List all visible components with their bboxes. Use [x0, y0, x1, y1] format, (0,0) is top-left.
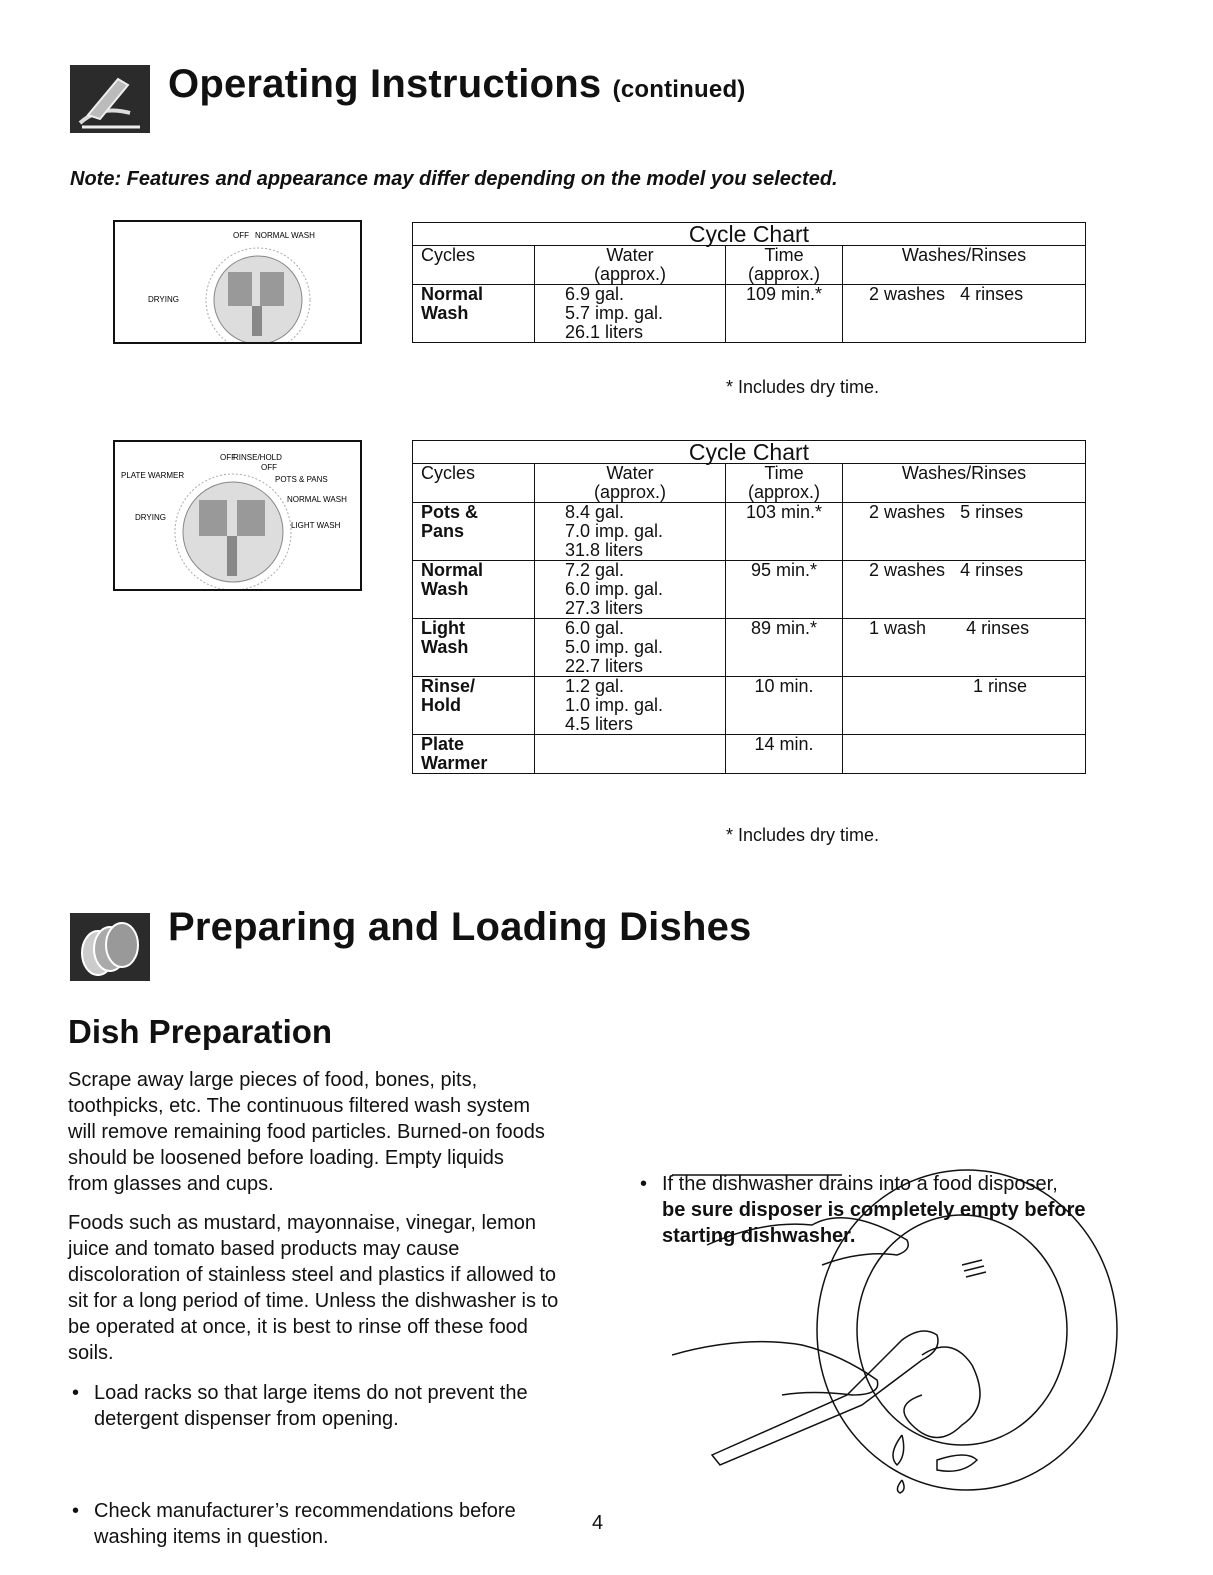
subsection-title: Dish Preparation [68, 1013, 333, 1050]
paragraph: Foods such as mustard, mayonnaise, vinegar, lemon juice and tomato based products may cause discoloration of stainless steel and plastics if allowed to sit for a long period of time. Unless the dishwasher is to be operated at once, it is best to rinse off these food soils. [68, 1212, 559, 1364]
chart-title: Cycle Chart [413, 223, 1086, 246]
list-item: • Load racks so that large items do not prevent the detergent dispenser from opening. [72, 1382, 528, 1430]
list-item: • Check manufacturer’s recommendations before washing items in question. [72, 1500, 516, 1548]
col-header-water: Water (approx.) [535, 464, 726, 503]
dial-label: OFF [233, 231, 249, 240]
dial-label: OFF [220, 453, 236, 462]
table-row: Normal Wash 6.9 gal. 5.7 imp. gal. 26.1 liters 109 min.* 2 washes 4 rinses [413, 285, 1086, 343]
stacked-plates-icon [70, 913, 150, 981]
scraping-plate-illustration [672, 1165, 1122, 1495]
note-text: Note: Features and appearance may differ depending on the model you selected. [70, 168, 838, 190]
col-header-cycles: Cycles [413, 246, 535, 285]
page-title: Operating Instructions (continued) [168, 62, 746, 106]
cycle-chart-1 [412, 222, 1086, 343]
dial-label: DRYING [148, 295, 179, 304]
cycle-chart-2 [412, 440, 1086, 774]
table-row: Plate Warmer 14 min. [413, 735, 1086, 774]
col-header-washes: Washes/Rinses [843, 246, 1086, 285]
dial-label: LIGHT WASH [291, 521, 341, 530]
footnote: * Includes dry time. [726, 377, 880, 397]
dial-label: RINSE/HOLD [233, 453, 282, 462]
col-header-water: Water (approx.) [535, 246, 726, 285]
dial-label: DRYING [135, 513, 166, 522]
section-title: Preparing and Loading Dishes [168, 905, 752, 949]
col-header-cycles: Cycles [413, 464, 535, 503]
control-dial-image [113, 220, 362, 344]
chart-title: Cycle Chart [413, 441, 1086, 464]
control-dial-image [113, 440, 362, 591]
dial-label: NORMAL WASH [287, 495, 347, 504]
paragraph: Scrape away large pieces of food, bones, pits, toothpicks, etc. The continuous filtered wash system will remove remaining food particles. Burned-on foods should be loosened before loading. Empty liquids from glasses and cups. [68, 1069, 545, 1195]
dishwasher-hand-icon [70, 65, 150, 133]
col-header-washes: Washes/Rinses [843, 464, 1086, 503]
dial-label: POTS & PANS [275, 475, 328, 484]
table-row: Light Wash 6.0 gal. 5.0 imp. gal. 22.7 liters 89 min.* 1 wash 4 rinses [413, 619, 1086, 677]
page-number: 4 [592, 1512, 604, 1534]
dial-label: OFF [261, 463, 277, 472]
footnote: * Includes dry time. [726, 825, 880, 845]
table-row: Rinse/ Hold 1.2 gal. 1.0 imp. gal. 4.5 liters 10 min. 1 rinse [413, 677, 1086, 735]
dial-label: PLATE WARMER [121, 471, 185, 480]
dial-label: NORMAL WASH [255, 231, 315, 240]
col-header-time: Time (approx.) [726, 464, 843, 503]
table-row: Pots & Pans 8.4 gal. 7.0 imp. gal. 31.8 liters 103 min.* 2 washes 5 rinses [413, 503, 1086, 561]
col-header-time: Time (approx.) [726, 246, 843, 285]
list-item: • If the dishwasher drains into a food disposer, be sure disposer is completely empty before starting dishwasher. [640, 1173, 1086, 1247]
table-row: Normal Wash 7.2 gal. 6.0 imp. gal. 27.3 liters 95 min.* 2 washes 4 rinses [413, 561, 1086, 619]
